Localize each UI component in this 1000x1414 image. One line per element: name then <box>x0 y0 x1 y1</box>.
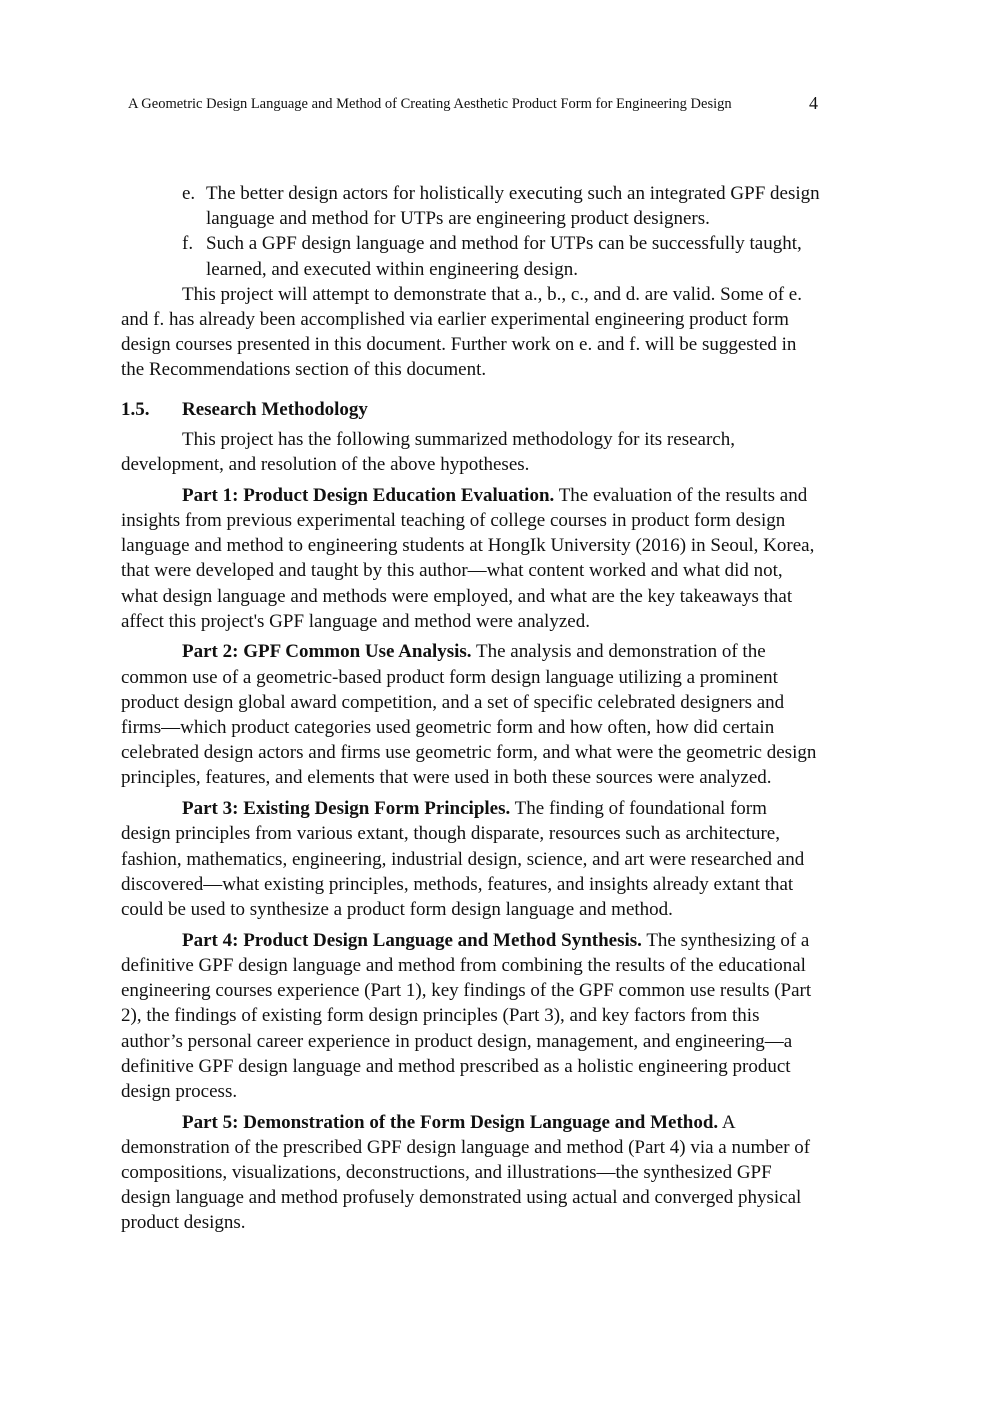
list-text: Such a GPF design language and method for UTPs can be successfully taught, learned, and executed within engineering design. <box>206 233 802 280</box>
paragraph: This project has the following summarized methodology for its research, development, and resolution of the above hypotheses. <box>121 428 735 476</box>
part-paragraph <box>121 483 821 634</box>
part-text: The evaluation of the results and insights from previous experimental teaching of college courses in product form design language and method to engineering students at HongIk University (2016) in Seoul, Korea, that were developed and taught by this author—what content worked and what did not, what design language and methods were employed, and what are the key takeaways that affect this project's GPF language and method were analyzed. <box>121 484 815 632</box>
part-text: The synthesizing of a definitive GPF design language and method from combining the results of the educational engineering courses experience (Part 1), key findings of the GPF common use results (Part 2), the findings of existing form design principles (Part 3), and key factors from this author’s personal career experience in product design, management, and engineering—a definitive GPF design language and method prescribed as a holistic engineering product design process. <box>121 929 812 1102</box>
section-heading <box>121 397 821 422</box>
section-title: Research Methodology <box>182 398 368 420</box>
part-label: Part 1: Product Design Education Evaluation. <box>182 484 555 506</box>
paragraph: This project will attempt to demonstrate that a., b., c., and d. are valid. Some of e. and f. has already been accomplished via earlier experimental engineering product form design courses presented in this document. Further work on e. and f. will be suggested in the Recommendations section of this document. <box>121 283 802 381</box>
running-header <box>128 93 818 114</box>
part-paragraph <box>121 639 821 790</box>
part-text: A demonstration of the prescribed GPF design language and method (Part 4) via a number of compositions, visualizations, deconstructions, and illustrations—the synthesized GPF design language and method profusely demonstrated using actual and converged physical product designs. <box>121 1111 811 1234</box>
list-item <box>121 181 821 231</box>
section-number: 1.5. <box>121 398 150 420</box>
part-paragraph <box>121 1110 821 1236</box>
list-marker: f. <box>182 233 194 255</box>
page-number: 4 <box>809 93 818 113</box>
part-label: Part 4: Product Design Language and Method Synthesis. <box>182 929 642 951</box>
list-text: The better design actors for holistically executing such an integrated GPF design language and method for UTPs are engineering product designers. <box>206 183 820 230</box>
part-label: Part 5: Demonstration of the Form Design Language and Method. <box>182 1111 719 1133</box>
part-paragraph <box>121 928 821 1104</box>
part-text: The analysis and demonstration of the common use of a geometric-based product form design language utilizing a prominent product design global award competition, and a set of specific celebrated designers and firms—which product categories used geometric form and how often, how did certain celebrated design actors and firms use geometric form, and what were the geometric design principles, features, and elements that were used in both these sources were analyzed. <box>121 641 817 789</box>
list-item <box>121 231 821 281</box>
part-paragraph <box>121 796 821 922</box>
part-label: Part 2: GPF Common Use Analysis. <box>182 641 472 663</box>
header-title: A Geometric Design Language and Method of Creating Aesthetic Product Form for Engineering Design <box>128 96 732 112</box>
page-body <box>121 181 821 1241</box>
part-text: The finding of foundational form design principles from various extant, though disparate, resources such as architecture, fashion, mathematics, engineering, industrial design, science, and art were researched and discovered—what existing principles, methods, features, and insights already extant that could be used to synthesize a product form design language and method. <box>121 798 805 920</box>
part-label: Part 3: Existing Design Form Principles. <box>182 798 511 820</box>
list-marker: e. <box>182 183 196 204</box>
